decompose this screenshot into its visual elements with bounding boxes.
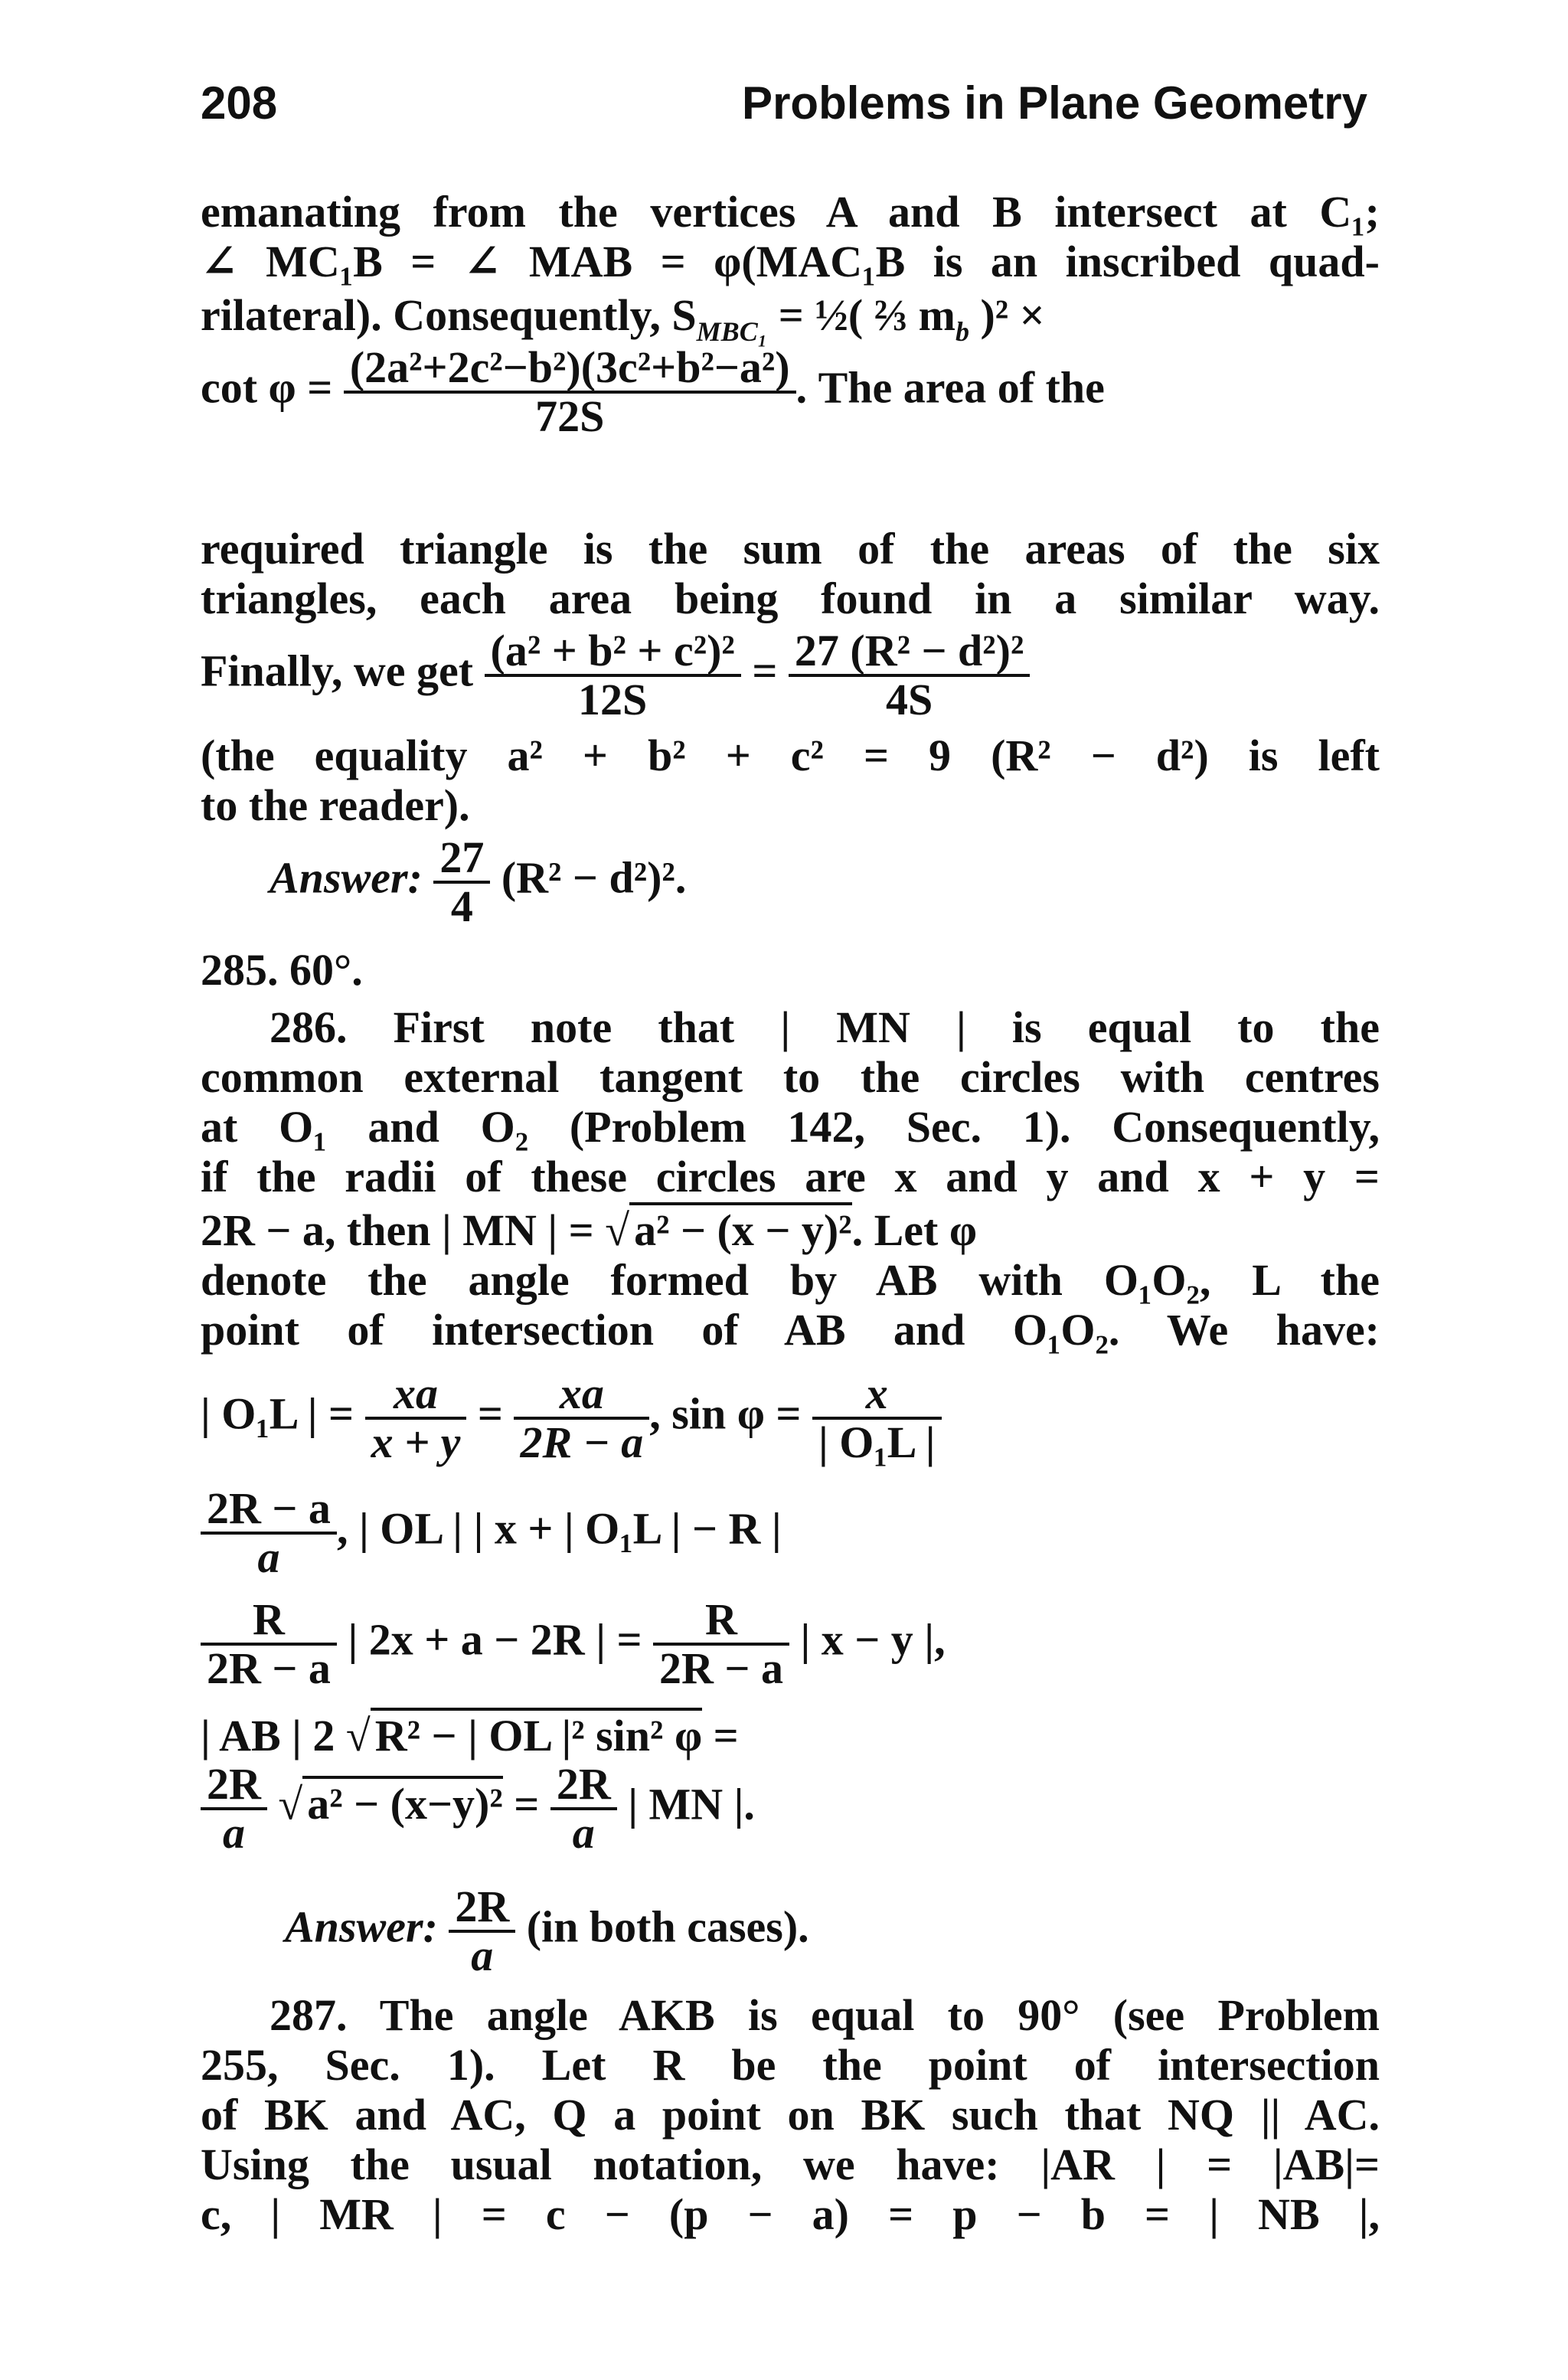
fraction-denominator: a	[471, 1930, 494, 1980]
text-line: emanating from the vertices A and B intersect at C₁;	[201, 187, 1380, 237]
text-line-formula	[201, 291, 1380, 345]
formula-text: =	[477, 1388, 503, 1439]
formula-radicand: R² − | OL |² sin² φ	[371, 1708, 702, 1760]
fraction-numerator: 27	[433, 835, 490, 884]
formula-line	[201, 1594, 1380, 1693]
fraction-denominator: 4S	[885, 675, 933, 724]
formula-radicand: a² − (x − y)²	[629, 1202, 852, 1255]
formula-text: | 2x + a − 2R | =	[348, 1614, 642, 1665]
fraction	[201, 1483, 337, 1582]
formula-text: )² ×	[980, 290, 1045, 340]
text-line: required triangle is the sum of the areas of the six	[201, 524, 1380, 574]
text-line: point of intersection of AB and O₁O₂. We have:	[201, 1305, 1380, 1355]
fraction	[485, 628, 741, 723]
text-line: at O₁ and O₂ (Problem 142, Sec. 1). Consequently,	[201, 1102, 1380, 1152]
text-line: of BK and AC, Q a point on BK such that NQ || AC.	[201, 2090, 1380, 2140]
fraction	[365, 1368, 467, 1467]
fraction-denominator: 12S	[578, 675, 648, 724]
fraction-numerator: R	[201, 1597, 337, 1646]
fraction-numerator: 2R	[201, 1761, 267, 1810]
fraction	[201, 1594, 337, 1693]
page-number: 208	[201, 77, 278, 129]
answer-line	[201, 1881, 1464, 1980]
fraction-denominator: | O₁L |	[818, 1417, 936, 1467]
text-line: 286. First note that | MN | is equal to the	[270, 1002, 1380, 1052]
text-line-formula	[201, 628, 1380, 723]
fraction	[514, 1368, 649, 1467]
fraction	[344, 342, 796, 441]
formula-text: =	[713, 1711, 739, 1760]
formula-text: | x − y |,	[800, 1614, 946, 1665]
text-line: c, | MR | = c − (p − a) = p − b = | NB |,	[201, 2189, 1380, 2239]
text-line: common external tangent to the circles with centres	[201, 1052, 1380, 1102]
fraction-denominator: a	[257, 1532, 280, 1582]
text-line: if the radii of these circles are x and y and x + y =	[201, 1152, 1380, 1201]
text-line: to the reader).	[201, 780, 470, 830]
formula-text: Finally, we get	[201, 646, 474, 696]
fraction-numerator: 2R − a	[201, 1486, 337, 1535]
text-line: 255, Sec. 1). Let R be the point of intersection	[201, 2040, 1380, 2090]
fraction	[653, 1594, 789, 1693]
formula-text: , sin φ =	[649, 1388, 802, 1439]
fraction	[550, 1761, 617, 1856]
formula-line	[201, 1483, 1380, 1582]
formula-subscript: b	[955, 316, 969, 347]
fraction-denominator: 72S	[535, 391, 605, 441]
formula-text: rilateral). Consequently, S	[201, 290, 697, 340]
fraction	[449, 1881, 515, 1980]
formula-text: √	[278, 1779, 303, 1829]
formula-radicand: a² − (x−y)²	[302, 1776, 503, 1829]
text-line-formula	[201, 1206, 1380, 1255]
formula-text: =	[752, 646, 778, 696]
text-line: 285. 60°.	[201, 945, 363, 995]
formula-subscript: MBC₁	[696, 316, 768, 347]
fraction-denominator: x + y	[371, 1417, 461, 1467]
fraction-numerator: xa	[514, 1371, 649, 1420]
text-line: ∠ MC₁B = ∠ MAB = φ(MAC₁B is an inscribed quad-	[201, 237, 1380, 286]
answer-line	[201, 832, 1449, 931]
formula-text: , | OL | | x + | O₁L | − R |	[336, 1503, 782, 1554]
formula-text: | AB | 2 √	[201, 1711, 371, 1760]
text-line: (the equality a² + b² + c² = 9 (R² − d²) is left	[201, 731, 1380, 780]
fraction-numerator: R	[653, 1597, 789, 1646]
fraction-denominator: 2R − a	[520, 1417, 644, 1467]
fraction	[812, 1368, 942, 1467]
text-line: Using the usual notation, we have: |AR | = |AB|=	[201, 2140, 1380, 2189]
formula-text: | MN |.	[628, 1779, 755, 1829]
formula-text: . Let φ	[851, 1205, 978, 1255]
text-line: triangles, each area being found in a similar way.	[201, 574, 1380, 623]
formula-text: =	[514, 1779, 540, 1829]
formula-line	[201, 1368, 1380, 1467]
fraction-numerator: (a² + b² + c²)²	[485, 628, 741, 677]
text-line: 287. The angle AKB is equal to 90° (see Problem	[270, 1990, 1380, 2040]
formula-text: . The area of the	[795, 362, 1105, 413]
text-line-formula	[201, 342, 1380, 441]
formula-text: | O₁L | =	[201, 1388, 354, 1439]
answer-label: Answer:	[285, 1901, 438, 1952]
fraction-numerator: 2R	[550, 1761, 617, 1810]
page-header	[201, 77, 1367, 138]
fraction-numerator: x	[812, 1371, 942, 1420]
fraction-denominator: a	[572, 1808, 595, 1858]
formula-text: 2R − a, then | MN | = √	[201, 1205, 630, 1255]
fraction-denominator: a	[222, 1808, 245, 1858]
formula-text: (in both cases).	[526, 1901, 809, 1952]
fraction-denominator: 2R − a	[659, 1643, 783, 1693]
formula-text: = ½( ⅔ m	[778, 290, 956, 340]
fraction-denominator: 2R − a	[207, 1643, 331, 1693]
formula-line	[201, 1761, 1380, 1856]
formula-text: (R² − d²)².	[501, 852, 687, 903]
fraction-numerator: xa	[365, 1371, 467, 1420]
fraction-denominator: 4	[450, 881, 473, 931]
fraction	[433, 832, 490, 931]
formula-line	[201, 1711, 1380, 1760]
formula-text: cot φ =	[201, 362, 333, 413]
fraction	[789, 628, 1031, 723]
fraction-numerator: 2R	[449, 1884, 515, 1933]
text-line: denote the angle formed by AB with O₁O₂, L the	[201, 1255, 1380, 1305]
answer-label: Answer:	[270, 852, 423, 903]
running-title: Problems in Plane Geometry	[742, 77, 1367, 129]
fraction	[201, 1761, 267, 1856]
fraction-numerator: 27 (R² − d²)²	[789, 628, 1031, 677]
fraction-numerator: (2a²+2c²−b²)(3c²+b²−a²)	[344, 345, 796, 394]
